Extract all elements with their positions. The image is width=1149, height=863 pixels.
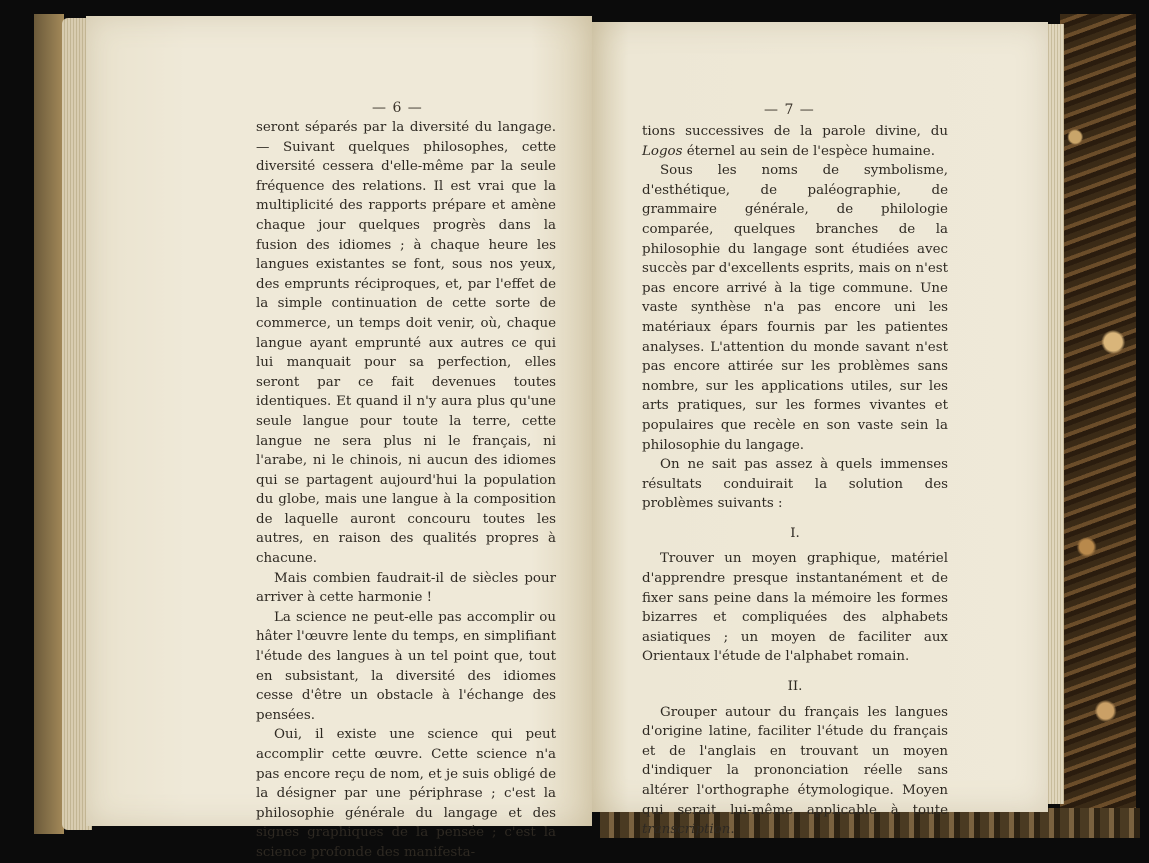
left-page xyxy=(86,16,592,860)
section-heading: II. xyxy=(787,679,803,695)
italic-term: transcription xyxy=(642,822,731,838)
paragraph xyxy=(642,122,948,161)
paragraph: Oui, il existe une science qui peut accomplir cette œuvre. Cette science n'a pas encore reçu de nom, et je suis obligé de la désigner par une périphrase ; c'est la philosophie générale du langage et des signes graphiques de la pensée ; c'est la science profonde des manifesta- xyxy=(256,727,556,860)
text-run: éternel au sein de l'espèce humaine. xyxy=(682,143,935,159)
italic-term: Logos xyxy=(642,143,683,159)
text-run: tions successives de la parole divine, du xyxy=(642,124,948,139)
page-number: — 7 — xyxy=(764,102,815,118)
paragraph: seront séparés par la diversité du langage. — Suivant quelques philosophes, cette diversité cessera d'elle-même par la seule fréquence des relations. Il est vrai que la multiplicité des rapports prépare et amène chaque jour quelques progrès dans la fusion des idiomes ; à chaque heure les langues existantes se font, sous nos yeux, des emprunts réciproques, et, par l'effet de la simple continuation de cette sorte de commerce, un temps doit venir, où, chaque langue ayant emprunté aux autres ce qui lui manquait pour sa perfection, elles seront par ce fait devenues toutes identiques. Et quand il n'y aura plus qu'une seule langue pour toute la terre, cette langue ne sera plus ni le français, ni l'arabe, ni le chinois, ni aucun des idiomes qui se partagent aujourd'hui la population du globe, mais une langue à la composition de laquelle auront concouru toutes les autres, en raison des qualités propres à chacune. xyxy=(256,120,556,567)
book-cover-left xyxy=(34,14,64,834)
text-run: Grouper autour du français les langues d'origine latine, faciliter l'étude du français et de l'anglais en trouvant un moyen d'indiquer la prononciation réelle sans altérer l'orthographe étymologique. Moyen qui serait lui-même applicable à toute xyxy=(642,704,948,818)
text-run: . xyxy=(730,822,735,838)
paragraph: On ne sait pas assez à quels immenses résultats conduirait la solution des problèmes suivants : xyxy=(642,457,948,512)
page-number: — 6 — xyxy=(372,100,423,116)
paragraph: Trouver un moyen graphique, matériel d'apprendre presque instantanément et de fixer sans peine dans la mémoire les formes bizarres et compliquées des alphabets asiatiques ; un moyen de faciliter aux Orientaux l'étude de l'alphabet romain. xyxy=(642,551,948,665)
paragraph: Sous les noms de symbolisme, d'esthétique, de paléographie, de grammaire générale, de philologie comparée, quelques branches de la philosophie du langage sont étudiées avec succès par d'excellents esprits, mais on n'est pas encore arrivé à la tige commune. Une vaste synthèse n'a pas encore uni les matériaux épars fournis par les patientes analyses. L'attention du monde savant n'est pas encore attirée sur les problèmes sans nombre, sur les applications utiles, sur les arts pratiques, sur les formes vivantes et populaires que recèle en son vaste sein la philosophie du langage. xyxy=(642,163,948,453)
right-page-text xyxy=(642,122,948,840)
marbled-cover xyxy=(1060,14,1136,834)
paragraph: La science ne peut-elle pas accomplir ou hâter l'œuvre lente du temps, en simplifiant l'étude des langues à un tel point que, tout en subsistant, la diversité des idiomes cesse d'être un obstacle à l'échange des pensées. xyxy=(256,609,556,723)
section-heading: I. xyxy=(790,525,800,541)
left-page-text xyxy=(256,118,556,863)
paragraph: Mais combien faudrait-il de siècles pour arriver à cette harmonie ! xyxy=(256,570,556,606)
paragraph xyxy=(642,703,948,840)
right-page xyxy=(592,22,1048,838)
